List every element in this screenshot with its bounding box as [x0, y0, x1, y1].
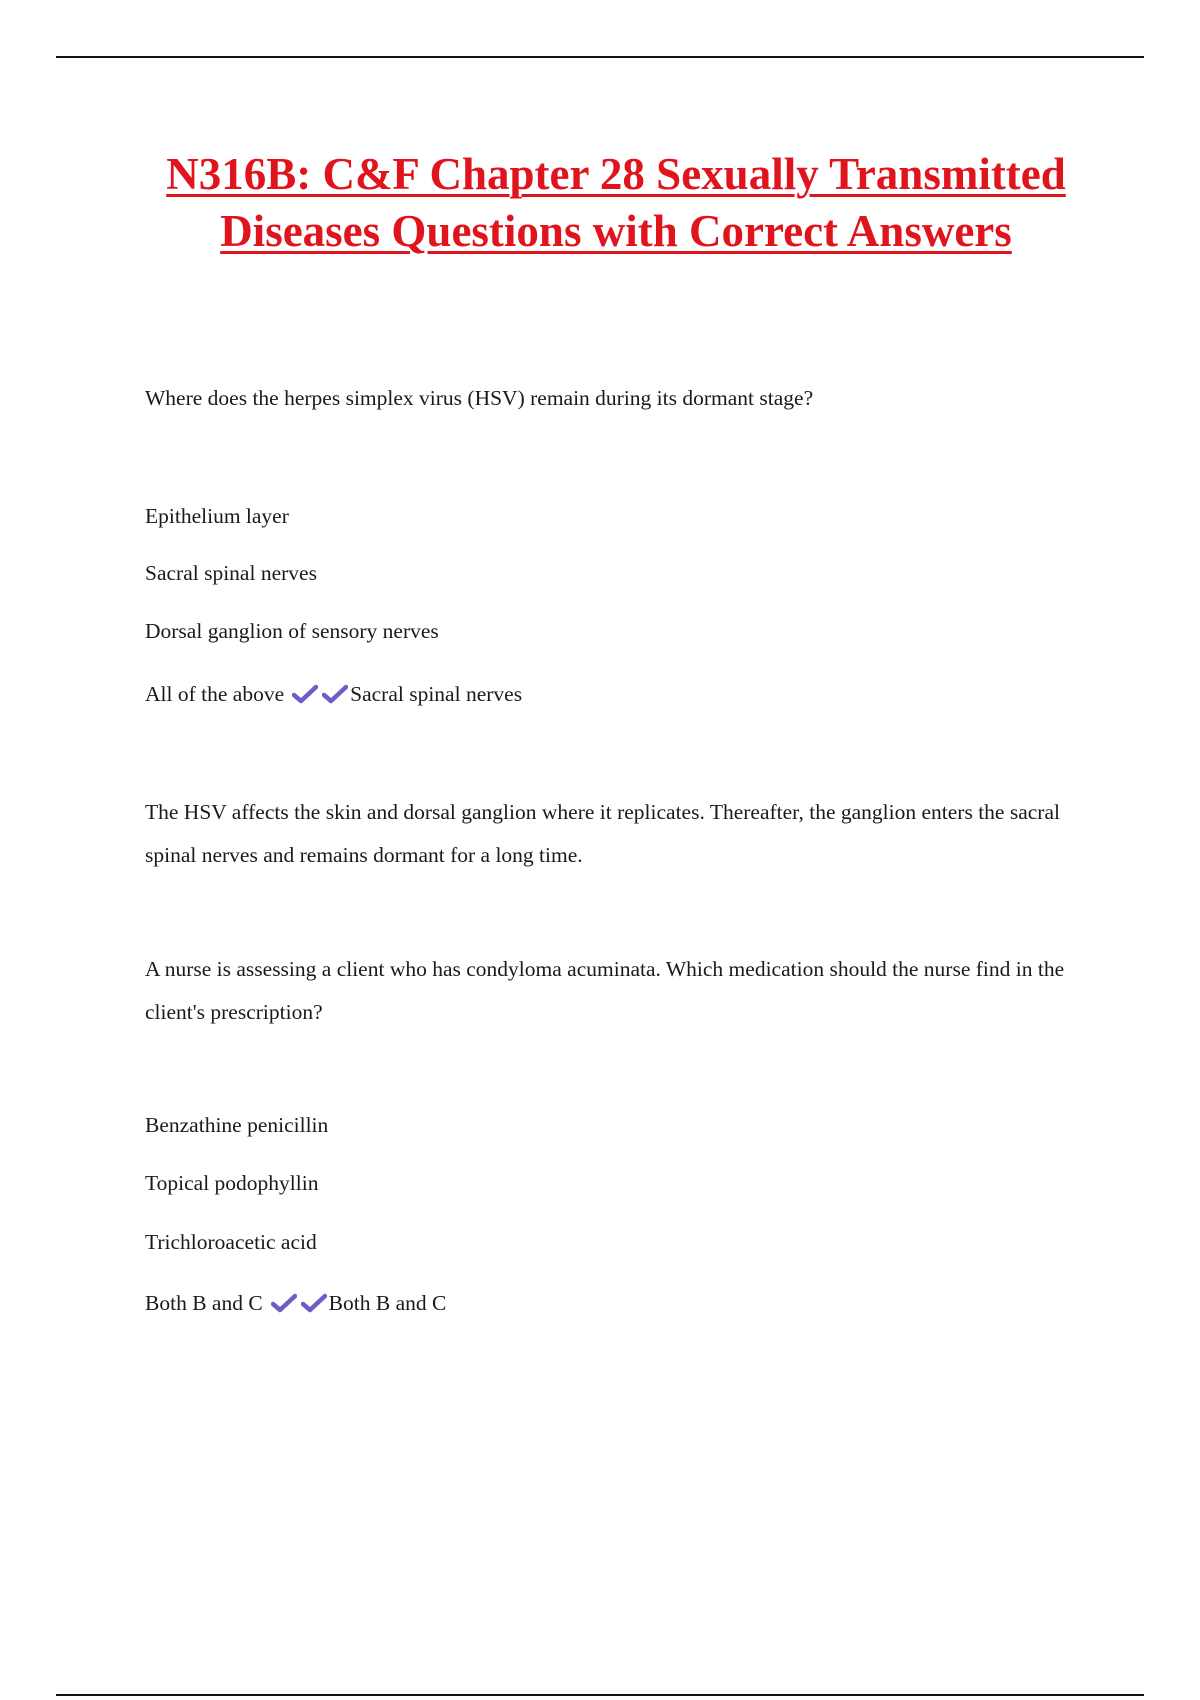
bottom-rule	[56, 1694, 1144, 1696]
question-2-text: A nurse is assessing a client who has condyloma acuminata. Which medication should the nurse find in the client's prescription?	[145, 957, 1065, 1024]
question-2-option-d-with-answer	[145, 1291, 446, 1316]
check-icon	[292, 684, 318, 704]
question-2-option-a: Benzathine penicillin	[145, 1113, 329, 1137]
question-1-option-b: Sacral spinal nerves	[145, 561, 317, 585]
check-icon	[322, 684, 348, 704]
question-1-text: Where does the herpes simplex virus (HSV) remain during its dormant stage?	[145, 386, 814, 410]
top-rule	[56, 56, 1144, 58]
question-2-option-b: Topical podophyllin	[145, 1171, 319, 1195]
question-2-answer: Both B and C	[328, 1291, 447, 1315]
question-1-rationale: The HSV affects the skin and dorsal ganglion where it replicates. Thereafter, the ganglion enters the sacral spinal nerves and remains dormant for a long time.	[145, 800, 1060, 867]
question-1-option-d: All of the above	[145, 682, 285, 706]
question-2-option-c: Trichloroacetic acid	[145, 1230, 317, 1254]
question-1-answer: Sacral spinal nerves	[350, 682, 523, 706]
document-title: N316B: C&F Chapter 28 Sexually Transmitted Diseases Questions with Correct Answers	[166, 149, 1066, 256]
question-1-option-d-with-answer	[145, 682, 522, 707]
question-2-option-d: Both B and C	[145, 1291, 263, 1315]
check-icon	[301, 1293, 327, 1313]
check-icon	[271, 1293, 297, 1313]
question-1-option-a: Epithelium layer	[145, 504, 289, 528]
question-1-option-c: Dorsal ganglion of sensory nerves	[145, 619, 439, 643]
